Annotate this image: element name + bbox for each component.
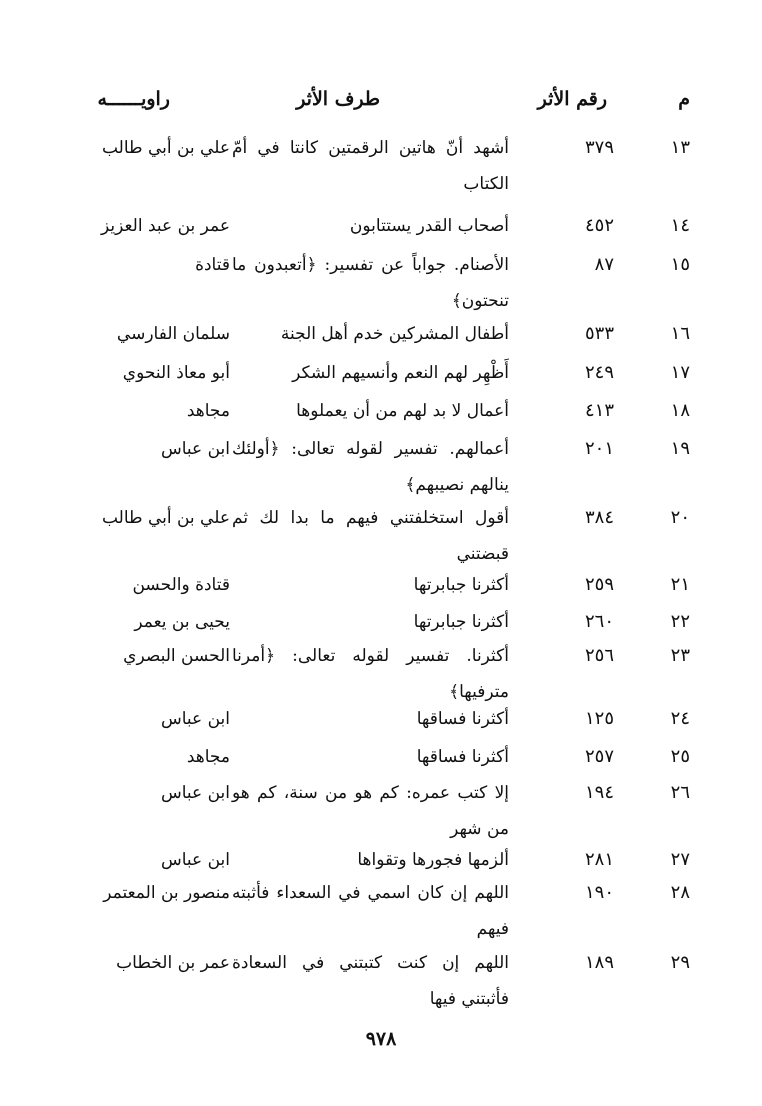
athar-number: ٣٨٤ <box>584 507 614 528</box>
athar-number: ٤٥٢ <box>584 215 614 236</box>
athar-text: أطفال المشركين خدم أهل الجنة <box>280 324 509 344</box>
row-index: ٢٠ <box>670 507 690 528</box>
row-index: ٢٥ <box>670 746 690 767</box>
athar-text: أكثرنا. تفسير لقوله تعالى: ﴿أمرنا مترفيها﴾ <box>232 646 509 702</box>
table-row <box>0 500 762 564</box>
narrator: سلمان الفارسي <box>116 324 230 344</box>
narrator: علي بن أبي طالب <box>101 138 230 158</box>
narrator: أبو معاذ النحوي <box>122 363 230 383</box>
athar-number: ٢٥٧ <box>584 746 614 767</box>
narrator: عمر بن عبد العزيز <box>100 216 230 236</box>
row-index: ١٣ <box>670 137 690 158</box>
athar-number: ٢٥٦ <box>584 645 614 666</box>
row-index: ٢٦ <box>670 782 690 803</box>
row-index: ١٨ <box>670 400 690 421</box>
header-athar-text-column: طرف الأثر <box>296 88 380 110</box>
table-row <box>0 208 762 248</box>
row-index: ١٩ <box>670 438 690 459</box>
table-row <box>0 431 762 495</box>
athar-text: أقول استخلفتني فيهم ما بدا لك ثم قبضتني <box>232 508 509 564</box>
athar-number: ٥٣٣ <box>584 323 614 344</box>
narrator: ابن عباس <box>160 783 230 803</box>
narrator: مجاهد <box>186 747 230 767</box>
table-row <box>0 393 762 433</box>
page-number: ٩٧٨ <box>365 1028 397 1050</box>
athar-text: أكثرنا فساقها <box>416 747 509 767</box>
table-row <box>0 875 762 939</box>
table-row <box>0 247 762 311</box>
narrator: ابن عباس <box>160 439 230 459</box>
athar-number: ٢٨١ <box>584 849 614 870</box>
table-row <box>0 355 762 395</box>
athar-text: أكثرنا فساقها <box>416 709 509 729</box>
row-index: ٢٩ <box>670 952 690 973</box>
row-index: ١٧ <box>670 362 690 383</box>
row-index: ٢٧ <box>670 849 690 870</box>
narrator: يحيى بن يعمر <box>134 612 230 632</box>
table-row <box>0 945 762 1009</box>
table-row <box>0 701 762 741</box>
athar-text: أكثرنا جبابرتها <box>413 575 509 595</box>
narrator: ابن عباس <box>160 709 230 729</box>
narrator: الحسن البصري <box>123 646 230 666</box>
narrator: علي بن أبي طالب <box>101 508 230 528</box>
athar-text: ألزمها فجورها وتقواها <box>357 850 509 870</box>
row-index: ١٤ <box>670 215 690 236</box>
athar-text: أشهد أنّ هاتين الرقمتين كانتا في أمّ الكتاب <box>232 138 509 194</box>
row-index: ١٦ <box>670 323 690 344</box>
athar-text: إلا كتب عمره: كم هو من سنة، كم هو من شهر <box>232 783 509 839</box>
athar-number: ٢٥٩ <box>584 574 614 595</box>
table-row <box>0 567 762 607</box>
athar-text: أكثرنا جبابرتها <box>413 612 509 632</box>
athar-number: ٢٦٠ <box>584 611 614 632</box>
row-index: ٢٨ <box>670 882 690 903</box>
narrator: ابن عباس <box>160 850 230 870</box>
athar-text: اللهم إن كنت كتبتني في السعادة فأثبتني فيها <box>232 953 509 1009</box>
table-row <box>0 739 762 779</box>
athar-number: ٤١٣ <box>584 400 614 421</box>
athar-number: ٢٠١ <box>584 438 614 459</box>
row-index: ٢٤ <box>670 708 690 729</box>
athar-number: ٣٧٩ <box>584 137 614 158</box>
row-index: ٢١ <box>670 574 690 595</box>
athar-text: أَظْهِر لهم النعم وأنسيهم الشكر <box>292 363 509 383</box>
header-athar-number-column: رقم الأثر <box>537 88 607 110</box>
narrator: منصور بن المعتمر <box>103 883 230 903</box>
header-narrator-column: راويــــــه <box>97 88 170 110</box>
athar-number: ١٩٤ <box>584 782 614 803</box>
table-row <box>0 130 762 194</box>
athar-number: ١٢٥ <box>584 708 614 729</box>
table-row <box>0 638 762 702</box>
athar-number: ١٩٠ <box>584 882 614 903</box>
row-index: ٢٢ <box>670 611 690 632</box>
athar-text: اللهم إن كان اسمي في السعداء فأثبته فيهم <box>232 883 509 939</box>
narrator: عمر بن الخطاب <box>116 953 230 973</box>
athar-number: ١٨٩ <box>584 952 614 973</box>
athar-text: أصحاب القدر يستتابون <box>349 216 509 236</box>
row-index: ٢٣ <box>670 645 690 666</box>
narrator: قتادة <box>195 255 230 275</box>
athar-text: أعمالهم. تفسير لقوله تعالى: ﴿أولئك ينالهم نصيبهم﴾ <box>232 439 509 495</box>
table-row <box>0 316 762 356</box>
header-index-column: م <box>678 88 690 110</box>
row-index: ١٥ <box>670 254 690 275</box>
table-row <box>0 775 762 839</box>
athar-number: ٢٤٩ <box>584 362 614 383</box>
athar-number: ٨٧ <box>594 254 614 275</box>
athar-text: أعمال لا بد لهم من أن يعملوها <box>296 401 509 421</box>
athar-text: الأصنام. جواباً عن تفسير: ﴿أتعبدون ما تنحتون﴾ <box>232 255 509 311</box>
narrator: قتادة والحسن <box>132 575 230 595</box>
narrator: مجاهد <box>186 401 230 421</box>
